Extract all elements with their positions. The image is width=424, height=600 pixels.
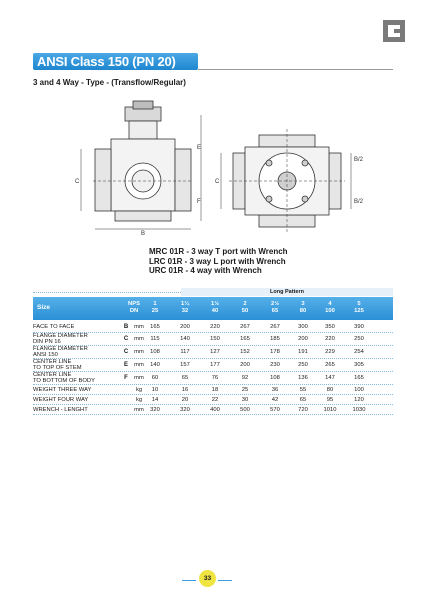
table-cell: 55 [299, 387, 307, 393]
dim-label-c-side: C [215, 179, 220, 185]
table-cell: 30 [241, 397, 249, 403]
table-cell: 108 [150, 349, 160, 355]
row-label: WEIGHT FOUR WAY [33, 397, 89, 403]
table-row [33, 359, 393, 372]
row-symbol: E [123, 362, 128, 368]
dim-label-b-half-top: B/2 [354, 157, 364, 163]
table-cell: 300 [298, 324, 308, 330]
table-cell: 165 [240, 336, 250, 342]
table-cell: 42 [271, 397, 279, 403]
table-cell: 185 [270, 336, 280, 342]
row-symbol: C [123, 336, 129, 342]
table-row [33, 372, 393, 385]
page-title: ANSI Class 150 (PN 20) [37, 54, 176, 69]
table-cell: 265 [325, 362, 335, 368]
row-label: FLANGE DIAMETER ANSI 150 [33, 346, 88, 359]
title-divider [198, 69, 393, 70]
table-cell: 95 [326, 397, 334, 403]
row-unit: kg [135, 397, 143, 403]
long-pattern-band [33, 288, 393, 296]
table-cell: 177 [210, 362, 220, 368]
table-cell: 191 [298, 349, 308, 355]
table-cell: 230 [270, 362, 280, 368]
table-cell: 10 [151, 387, 159, 393]
column-header: 1½ 40 [210, 301, 220, 314]
row-label: WRENCH - LENGHT [33, 407, 88, 413]
table-cell: 36 [271, 387, 279, 393]
table-cell: 147 [325, 375, 335, 381]
table-cell: 16 [181, 387, 189, 393]
dim-label-b-half-bottom: B/2 [354, 199, 364, 205]
table-cell: 267 [240, 324, 250, 330]
row-symbol: B [123, 324, 129, 330]
table-cell: 254 [354, 349, 364, 355]
table-cell: 92 [241, 375, 249, 381]
table-cell: 500 [240, 407, 250, 413]
table-cell: 136 [298, 375, 308, 381]
table-cell: 14 [151, 397, 159, 403]
table-cell: 200 [240, 362, 250, 368]
table-cell: 267 [270, 324, 280, 330]
column-header: 4 100 [325, 301, 335, 314]
table-cell: 80 [326, 387, 334, 393]
table-cell: 115 [150, 336, 160, 342]
table-cell: 65 [299, 397, 307, 403]
table-cell: 720 [298, 407, 308, 413]
table-cell: 117 [180, 349, 190, 355]
row-unit: mm [134, 336, 144, 342]
row-unit: mm [134, 375, 144, 381]
table-cell: 200 [298, 336, 308, 342]
caption-lrc: LRC 01R - 3 way L port with Wrench [149, 256, 286, 266]
table-cell: 400 [210, 407, 220, 413]
table-cell: 100 [354, 387, 364, 393]
table-cell: 390 [354, 324, 364, 330]
column-header: 5 125 [354, 301, 364, 314]
size-header: Size [37, 304, 51, 311]
row-unit: mm [134, 324, 144, 330]
table-row [33, 322, 393, 333]
table-cell: 60 [151, 375, 159, 381]
side-view-drawing [221, 129, 351, 233]
table-cell: 150 [210, 336, 220, 342]
row-label: FLANGE DIAMETER DIN PN 16 [33, 333, 88, 346]
nps-dn-header: NPS DN [128, 301, 140, 314]
row-symbol: C [123, 349, 129, 355]
table-cell: 1010 [323, 407, 337, 413]
table-cell: 152 [240, 349, 250, 355]
column-header: 1¼ 32 [180, 301, 190, 314]
table-cell: 25 [241, 387, 249, 393]
row-label: CENTER LINE TO TOP OF STEM [33, 359, 82, 372]
dim-label-f: F [197, 199, 201, 205]
column-header: 1 25 [151, 301, 159, 314]
caption-mrc: MRC 01R - 3 way T port with Wrench [149, 247, 288, 256]
table-cell: 165 [354, 375, 364, 381]
long-pattern-label: Long Pattern [181, 288, 393, 296]
table-row [33, 405, 393, 415]
column-header: 2 50 [241, 301, 249, 314]
table-cell: 165 [150, 324, 160, 330]
table-cell: 250 [298, 362, 308, 368]
table-cell: 1030 [352, 407, 366, 413]
table-cell: 305 [354, 362, 364, 368]
page-subtitle: 3 and 4 Way - Type - (Transflow/Regular) [33, 78, 186, 87]
dim-label-c-front: C [75, 179, 80, 185]
model-captions [149, 247, 288, 276]
table-cell: 65 [181, 375, 189, 381]
table-header [33, 297, 393, 320]
table-cell: 22 [211, 397, 219, 403]
row-unit: mm [134, 349, 144, 355]
table-cell: 140 [180, 336, 190, 342]
table-cell: 127 [210, 349, 220, 355]
row-symbol: F [124, 375, 128, 381]
table-cell: 220 [325, 336, 335, 342]
dim-label-e: E [197, 145, 202, 151]
column-header: 3 80 [299, 301, 307, 314]
table-cell: 350 [325, 324, 335, 330]
dim-label-b: B [141, 231, 146, 235]
table-cell: 229 [325, 349, 335, 355]
table-cell: 200 [180, 324, 190, 330]
table-cell: 570 [270, 407, 280, 413]
table-cell: 20 [181, 397, 189, 403]
table-row [33, 385, 393, 395]
caption-urc: URC 01R - 4 way with Wrench [149, 266, 262, 275]
page-title-bar [33, 53, 198, 70]
row-unit: kg [135, 387, 143, 393]
page-number: 33 [199, 570, 216, 587]
table-row [33, 395, 393, 405]
row-label: FACE TO FACE [33, 324, 75, 330]
table-cell: 76 [211, 375, 219, 381]
row-unit: mm [134, 362, 144, 368]
row-label: WEIGHT THREE WAY [33, 387, 92, 393]
table-cell: 320 [150, 407, 160, 413]
valve-drawings [33, 95, 393, 235]
table-cell: 178 [270, 349, 280, 355]
table-cell: 108 [270, 375, 280, 381]
front-view-drawing [81, 101, 201, 229]
row-label: CENTER LINE TO BOTTOM OF BODY [33, 372, 95, 385]
company-logo [383, 20, 405, 42]
table-cell: 320 [180, 407, 190, 413]
page-number-rule-left [182, 580, 196, 581]
table-cell: 250 [354, 336, 364, 342]
table-cell: 120 [354, 397, 364, 403]
table-cell: 220 [210, 324, 220, 330]
page-number-rule-right [218, 580, 232, 581]
table-row [33, 346, 393, 359]
table-row [33, 333, 393, 346]
row-unit: mm [134, 407, 144, 413]
table-cell: 18 [211, 387, 219, 393]
table-cell: 140 [150, 362, 160, 368]
table-cell: 157 [180, 362, 190, 368]
column-header: 2½ 65 [270, 301, 280, 314]
